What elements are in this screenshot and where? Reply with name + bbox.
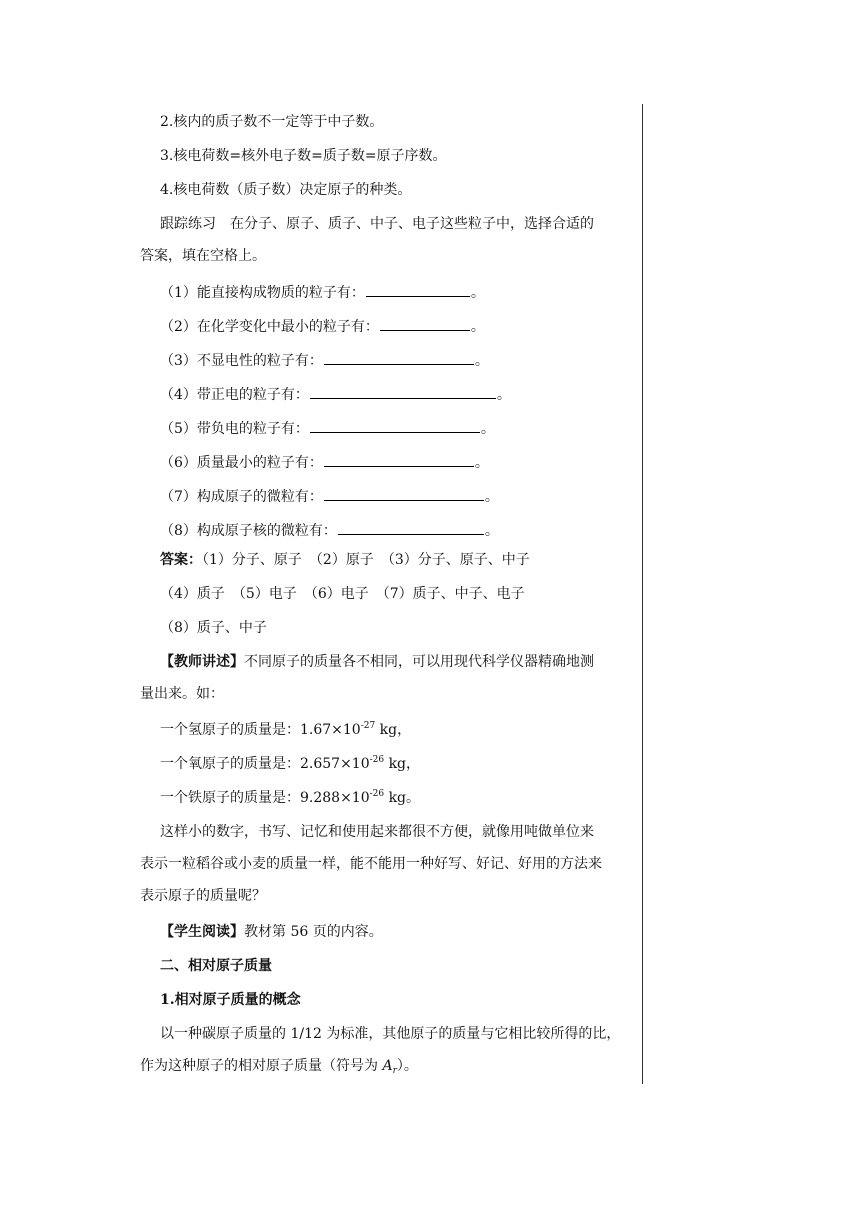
iron-exponent: -26	[369, 789, 385, 799]
symbol-r-subscript: r	[392, 1066, 397, 1076]
paragraph-line3: 表示原子的质量呢？	[140, 888, 266, 904]
student-reading	[160, 922, 383, 942]
iron-unit: kg。	[384, 790, 421, 806]
question-8	[160, 520, 499, 541]
question-5-text: （5）带负电的粒子有：	[160, 421, 309, 437]
answer-blank-6[interactable]	[324, 452, 474, 467]
question-4-text: （4）带正电的粒子有：	[160, 387, 309, 403]
teacher-line2: 量出来。如：	[140, 686, 224, 702]
oxygen-exponent: -26	[369, 755, 385, 765]
definition-line1: 以一种碳原子质量的 1/12 为标准，其他原子的质量与它相比较所得的比，	[160, 1026, 621, 1042]
iron-mass	[160, 788, 420, 808]
answer-blank-2[interactable]	[380, 316, 470, 331]
question-7-end: 。	[484, 489, 499, 505]
teacher-text-1: 不同原子的质量各不相同，可以用现代科学仪器精确地测	[244, 654, 594, 670]
teacher-label: 【教师讲述】	[160, 654, 244, 670]
question-7-text: （7）构成原子的微粒有：	[160, 489, 323, 505]
subsection-heading: 1.相对原子质量的概念	[160, 992, 301, 1008]
teacher-line1	[160, 652, 594, 672]
practice-intro-line2: 答案，填在空格上。	[140, 248, 266, 264]
question-2	[160, 316, 485, 337]
answers-line2: （4）质子 （5）电子 （6）电子 （7）质子、中子、电子	[160, 586, 525, 602]
paragraph-line1: 这样小的数字，书写、记忆和使用起来都很不方便，就像用吨做单位来	[160, 824, 594, 840]
question-3-end: 。	[474, 353, 489, 369]
answer-blank-7[interactable]	[324, 486, 484, 501]
hydrogen-unit: kg，	[375, 722, 412, 738]
question-1-text: （1）能直接构成物质的粒子有：	[160, 285, 365, 301]
answer-blank-5[interactable]	[310, 418, 480, 433]
question-3	[160, 350, 489, 371]
answers-label: 答案：	[160, 552, 202, 568]
question-8-end: 。	[484, 523, 499, 539]
question-5	[160, 418, 495, 439]
answers-line1	[160, 550, 530, 570]
definition-end: ）。	[396, 1058, 418, 1074]
oxygen-mass	[160, 754, 420, 774]
answer-blank-1[interactable]	[366, 282, 470, 297]
question-5-end: 。	[480, 421, 495, 437]
hydrogen-mass-text: 一个氢原子的质量是：1.67×10	[160, 722, 361, 738]
answer-blank-8[interactable]	[338, 520, 484, 535]
answer-blank-3[interactable]	[324, 350, 474, 365]
question-2-text: （2）在化学变化中最小的粒子有：	[160, 319, 379, 335]
question-1-end: 。	[470, 285, 485, 301]
answers-text-1: （1）分子、原子 （2）原子 （3）分子、原子、中子	[202, 552, 530, 568]
question-4	[160, 384, 511, 405]
answers-line3: （8）质子、中子	[160, 620, 267, 636]
question-7	[160, 486, 499, 507]
question-1	[160, 282, 485, 303]
question-6	[160, 452, 489, 473]
question-6-text: （6）质量最小的粒子有：	[160, 455, 323, 471]
note-3: 3.核电荷数=核外电子数=质子数=原子序数。	[160, 148, 447, 164]
definition-line2	[140, 1056, 418, 1081]
note-4: 4.核电荷数（质子数）决定原子的种类。	[160, 182, 412, 198]
oxygen-unit: kg，	[384, 756, 421, 772]
question-2-end: 。	[470, 319, 485, 335]
hydrogen-mass	[160, 720, 411, 740]
student-text: 教材第 56 页的内容。	[244, 924, 383, 940]
symbol-a: A	[382, 1058, 393, 1074]
practice-intro-line1: 跟踪练习 在分子、原子、质子、中子、电子这些粒子中，选择合适的	[160, 216, 594, 232]
question-4-end: 。	[496, 387, 511, 403]
question-8-text: （8）构成原子核的微粒有：	[160, 523, 337, 539]
section-heading: 二、相对原子质量	[160, 958, 272, 974]
note-2: 2.核内的质子数不一定等于中子数。	[160, 114, 384, 130]
definition-text: 作为这种原子的相对原子质量（符号为	[140, 1058, 383, 1074]
hydrogen-exponent: -27	[360, 721, 376, 731]
iron-mass-text: 一个铁原子的质量是：9.288×10	[160, 790, 370, 806]
answer-blank-4[interactable]	[310, 384, 496, 399]
table-border-line	[642, 104, 643, 1084]
question-6-end: 。	[474, 455, 489, 471]
question-3-text: （3）不显电性的粒子有：	[160, 353, 323, 369]
oxygen-mass-text: 一个氧原子的质量是：2.657×10	[160, 756, 370, 772]
paragraph-line2: 表示一粒稻谷或小麦的质量一样，能不能用一种好写、好记、好用的方法来	[140, 856, 602, 872]
student-label: 【学生阅读】	[160, 924, 244, 940]
